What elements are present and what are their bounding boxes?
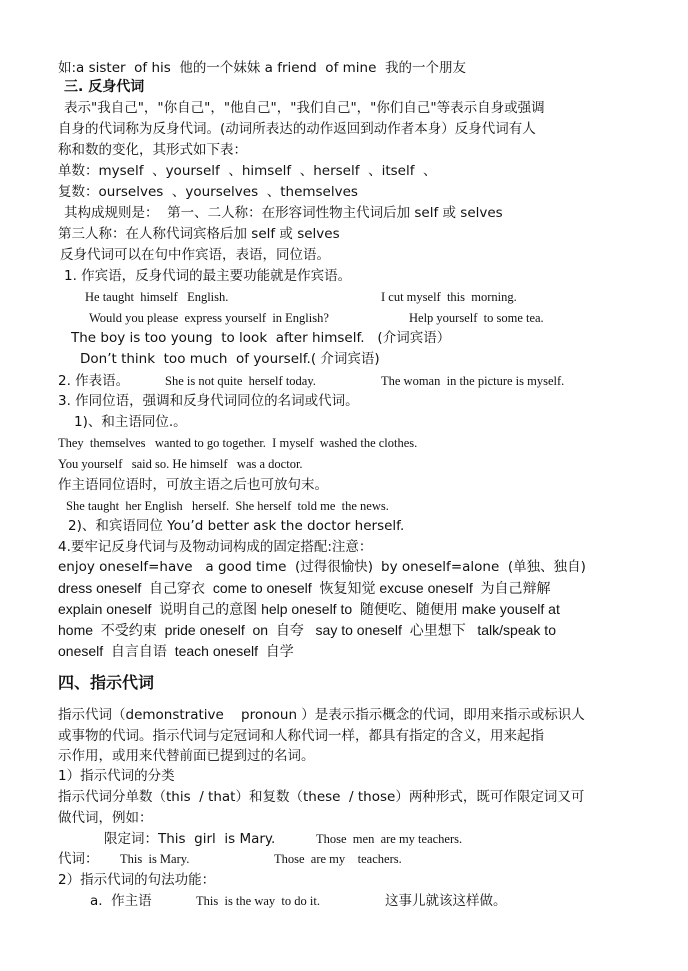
example-sentence: You yourself said so. He himself was a doctor. [58,457,303,471]
collocation-line: explain oneself 说明自己的意图 help oneself to 随便吃、随便用 make youself at [58,601,560,617]
example-sentence: She is not quite herself today. [165,374,316,388]
singular-forms-line: 单数：myself 、yourself 、himself 、herself 、itself 、 [58,163,437,179]
sub-heading: 1）指示代词的分类 [58,768,175,784]
point-heading: 2. 作表语。 [58,373,130,389]
example-sentence: She taught her English herself. She herself told me the news. [66,499,389,513]
plural-forms-line: 复数：ourselves 、yourselves 、themselves [58,184,358,200]
example-sentence: He taught himself English. [85,290,229,304]
example-sentence: Would you please express yourself in English? [89,311,329,325]
example-label: a. 作主语 [90,893,152,909]
example-sentence: They themselves wanted to go together. I myself washed the clothes. [58,436,418,450]
example-sentence: This is the way to do it. [196,894,320,908]
paragraph-line: 做代词，例如： [58,810,153,826]
example-sentence: I cut myself this morning. [381,290,517,304]
paragraph-line: 表示"我自己"，"你自己"，"他自己"，"我们自己"，"你们自己"等表示自身或强调 [64,100,545,116]
rule-line: 第三人称：在人称代词宾格后加 self 或 selves [58,226,340,242]
point-heading: 1. 作宾语，反身代词的最主要功能就是作宾语。 [64,268,352,284]
paragraph-line: 指示代词（demonstrative pronoun ）是表示指示概念的代词，即用来指示或标识人 [58,707,585,723]
point-heading: 3. 作同位语，强调和反身代词同位的名词或代词。 [58,393,359,409]
paragraph-line: 称和数的变化，其形式如下表： [58,142,247,158]
collocation-line: enjoy oneself=have a good time (过得很愉快) [58,559,374,575]
sub-heading: 2）指示代词的句法功能： [58,872,216,888]
paragraph-line: 示作用，或用来代替前面已提到过的名词。 [58,748,315,764]
paragraph-line: 反身代词可以在句中作宾语，表语，同位语。 [60,247,330,263]
paragraph-line: 作主语同位语时，可放主语之后也可放句末。 [58,477,328,493]
example-sentence: Those men are my teachers. [316,832,463,846]
example-sentence: Help yourself to some tea. [409,311,544,325]
example-sentence: Don’t think too much of yourself.( 介词宾语) [80,351,380,367]
sub-point-heading: 1)、和主语同位.。 [74,414,187,430]
paragraph-line: 指示代词分单数（this / that）和复数（these / those）两种形式，既可作限定词又可 [58,789,585,805]
example-sentence: 限定词：This girl is Mary. [104,831,276,847]
example-sentence: The boy is too young to look after himself. (介词宾语） [71,330,451,346]
sub-point-heading: 2)、和宾语同位 You’d better ask the doctor herself. [68,518,405,534]
collocation-line: dress oneself 自己穿衣 come to oneself 恢复知觉 excuse oneself 为自己辩解 [58,580,551,596]
paragraph-line: 自身的代词称为反身代词。(动词所表达的动作返回到动作者本身）反身代词有人 [58,121,536,137]
collocation-line: home 不受约束 pride oneself on 自夸 say to oneself 心里想下 talk/speak to [58,622,556,638]
example-sentence: This is Mary. [120,852,190,866]
example-translation: 这事儿就该这样做。 [385,893,507,909]
collocation-line: oneself 自言自语 teach oneself 自学 [58,643,294,659]
point-heading: 4.要牢记反身代词与及物动词构成的固定搭配:注意： [58,539,373,555]
section-heading-reflexive: 三. 反身代词 [64,79,145,95]
example-line-possessive: 如:a sister of his 他的一个妹妹 a friend of mine 我的一个朋友 [58,60,466,76]
collocation-line: by oneself=alone (单独、独自) [381,559,586,575]
example-label: 代词： [58,851,99,867]
example-sentence: Those are my teachers. [274,852,402,866]
section-heading-demonstrative: 四、指示代词 [58,673,155,692]
paragraph-line: 或事物的代词。指示代词与定冠词和人称代词一样，都具有指定的含义，用来起指 [58,728,544,744]
rule-line: 其构成规则是： 第一、二人称：在形容词性物主代词后加 self 或 selves [64,205,503,221]
example-sentence: The woman in the picture is myself. [381,374,565,388]
